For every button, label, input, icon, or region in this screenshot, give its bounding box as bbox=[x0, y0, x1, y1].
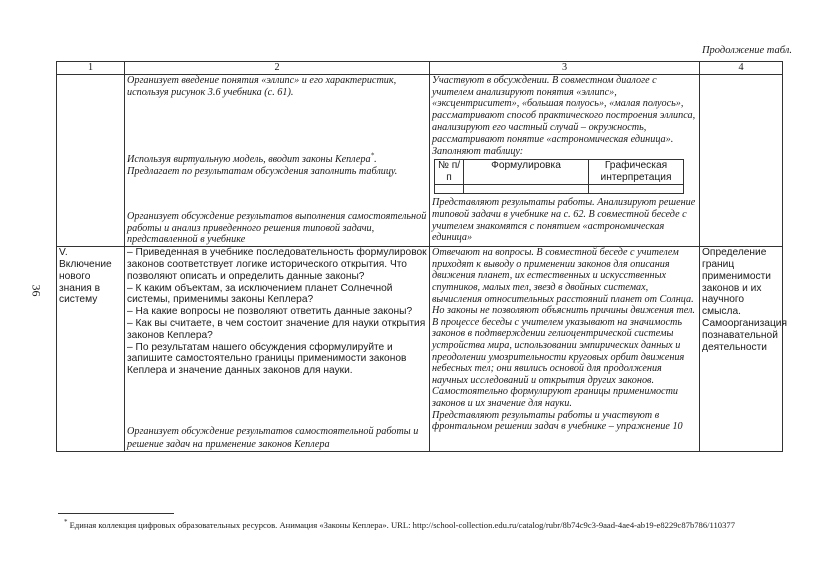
student-block-answers: Отвечают на вопросы. В совместной беседе с учителем приходят к выводу о применении законов для описания движения планет, их естественных и искусственных спутников, малых тел, звезд в двойных системах, вычисления относительных расстояний планет от Солнца. Но законы не позволяют объяснить причины движения тел. bbox=[432, 247, 695, 317]
student-block-significance: В процессе беседы с учителем указывают на значимость законов в подтверждении гелиоцентрической системы устройства мира, использовании эмпирических данных и преодолении умозрительности круговых орбит движения небесных тел; они явились основой для продолжения научных исследований и открытия других законов. bbox=[432, 316, 685, 386]
row1-teacher-cell bbox=[125, 74, 430, 246]
footnote bbox=[64, 520, 784, 530]
teacher-question: – Приведенная в учебнике последовательность формулировок законов соответствует логике исторического открытия. Что позволяют описать и определить данные законы? bbox=[127, 247, 427, 282]
teacher-block-kepler-tail: . Предлагает по результатам обсуждения заполнить таблицу. bbox=[127, 153, 398, 177]
kepler-table-empty-cell bbox=[464, 184, 589, 193]
teacher-block-ellipse: Организует введение понятия «эллипс» и его характеристик, используя рисунок 3.6 учебника (с. 61). bbox=[127, 74, 397, 98]
kepler-table-col-formulation: Формулировка bbox=[464, 160, 589, 185]
kepler-table-col-graphic: Графическая интерпретация bbox=[589, 160, 684, 185]
teacher-question: – Как вы считаете, в чем состоит значение для науки открытия законов Кеплера? bbox=[127, 317, 426, 341]
row1-stage-cell bbox=[57, 74, 125, 246]
header-cell-3: 3 bbox=[430, 62, 700, 75]
lesson-table bbox=[56, 61, 787, 452]
student-block-formulate: Самостоятельно формулируют границы применимости законов и их значение для науки. bbox=[432, 386, 679, 409]
header-cell-4: 4 bbox=[700, 62, 783, 75]
teacher-block-discussion: Организует обсуждение результатов выполнения самостоятельной работы и анализ приведенного решения типовой задачи, представленной в учебнике bbox=[127, 210, 427, 246]
header-row bbox=[57, 62, 783, 75]
result-cell: Определение границ применимости законов и их научного смысла. Самоорганизация познавательной деятельности bbox=[700, 247, 783, 452]
table-row bbox=[57, 74, 783, 246]
student-block-exercise: Представляют результаты работы и участвуют в фронтальном решении задач в учебнике – упражнение 10 bbox=[432, 409, 683, 433]
row2-student-cell bbox=[430, 247, 700, 452]
student-block-results: Представляют результаты работы. Анализируют решение типовой задачи в учебнике на с. 62. В совместной беседе с учителем знакомятся с понятием «астрономическая единица» bbox=[432, 196, 696, 244]
footnote-divider bbox=[58, 513, 174, 514]
header-cell-2: 2 bbox=[125, 62, 430, 75]
stage-cell: V. Включение нового знания в систему bbox=[57, 247, 125, 452]
kepler-table-empty-cell bbox=[589, 184, 684, 193]
teacher-block-tasks: Организует обсуждение результатов самостоятельной работы и решение задач на применение законов Кеплера bbox=[127, 426, 419, 450]
teacher-question: – По результатам нашего обсуждения сформулируйте и запишите самостоятельно границы применимости законов Кеплера и значение данных законов для науки. bbox=[127, 341, 407, 377]
footnote-ref: * bbox=[370, 151, 375, 160]
teacher-block-kepler bbox=[127, 151, 427, 211]
kepler-table-header-row bbox=[435, 160, 684, 185]
page-number: 36 bbox=[29, 284, 44, 297]
continued-label: Продолжение табл. bbox=[701, 45, 792, 56]
student-block-discussion: Участвуют в обсуждении. В совместном диалоге с учителем анализируют понятия «эллипс», «эксцентриситет», «большая полуось», «малая полуось», рассматривают способ практического построения эллипса, анализируют его частный случай – окружность, рассматривают понятие «астрономическая единица». bbox=[432, 74, 696, 145]
header-cell-1: 1 bbox=[57, 62, 125, 75]
kepler-laws-table bbox=[434, 159, 684, 194]
kepler-table-empty-cell bbox=[435, 184, 464, 193]
teacher-question: – На какие вопросы не позволяют ответить данные законы? bbox=[127, 306, 413, 318]
kepler-table-empty-row bbox=[435, 184, 684, 193]
teacher-question: – К каким объектам, за исключением планет Солнечной системы, применимы законы Кеплера? bbox=[127, 282, 393, 306]
row1-result-cell bbox=[700, 74, 783, 246]
teacher-block-kepler-lead: Используя виртуальную модель, вводит законы Кеплера bbox=[127, 153, 371, 165]
kepler-table-col-number: № п/п bbox=[435, 160, 464, 185]
row2-teacher-cell bbox=[125, 247, 430, 452]
student-table-intro: Заполняют таблицу: bbox=[432, 145, 524, 157]
footnote-mark: * bbox=[64, 518, 68, 527]
teacher-questions bbox=[127, 247, 427, 426]
footnote-text: Единая коллекция цифровых образовательных ресурсов. Анимация «Законы Кеплера». URL: http://school-collection.edu.ru/catalog/rubr/8b74c9c3-9aad-4ae4-ab19-e8229c87b786/110377 bbox=[69, 520, 735, 530]
table-row bbox=[57, 247, 783, 452]
row1-student-cell bbox=[430, 74, 700, 246]
